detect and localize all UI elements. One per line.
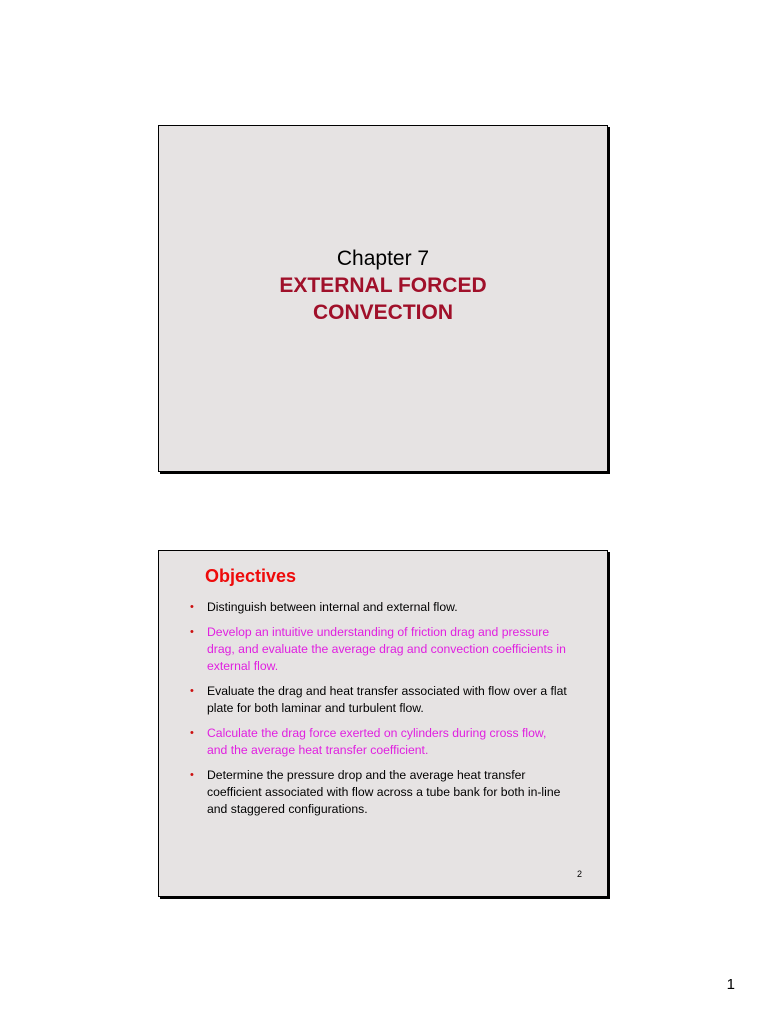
chapter-label: Chapter 7 <box>336 247 430 270</box>
objective-item <box>187 624 567 675</box>
title-block <box>159 246 607 326</box>
objective-text: Determine the pressure drop and the average heat transfer coefficient associated with flow across a tube bank for both in-line and staggered configurations. <box>207 768 561 816</box>
objectives-heading: Objectives <box>205 566 297 586</box>
objective-item <box>187 599 567 616</box>
bullet-icon: • <box>190 685 194 697</box>
objective-text: Calculate the drag force exerted on cylinders during cross flow, and the average heat transfer coefficient. <box>207 726 547 757</box>
chapter-title-line-1: EXTERNAL FORCED <box>279 274 487 297</box>
objective-text: Evaluate the drag and heat transfer associated with flow over a flat plate for both laminar and turbulent flow. <box>207 684 567 715</box>
objective-item <box>187 767 567 818</box>
bullet-icon: • <box>190 769 194 781</box>
objective-text: Distinguish between internal and external flow. <box>207 600 458 614</box>
slide-objectives <box>158 550 608 897</box>
slide-number: 2 <box>576 869 582 879</box>
page-number: 1 <box>726 976 735 993</box>
bullet-icon: • <box>190 727 194 739</box>
bullet-icon: • <box>190 601 194 613</box>
bullet-icon: • <box>190 626 194 638</box>
objectives-list <box>187 599 567 826</box>
objective-item <box>187 683 567 717</box>
objective-text: Develop an intuitive understanding of friction drag and pressure drag, and evaluate the average drag and convection coefficients in external flow. <box>207 625 566 673</box>
slide-chapter-title <box>158 125 608 472</box>
chapter-title-line-2: CONVECTION <box>312 301 453 324</box>
objective-item <box>187 725 567 759</box>
